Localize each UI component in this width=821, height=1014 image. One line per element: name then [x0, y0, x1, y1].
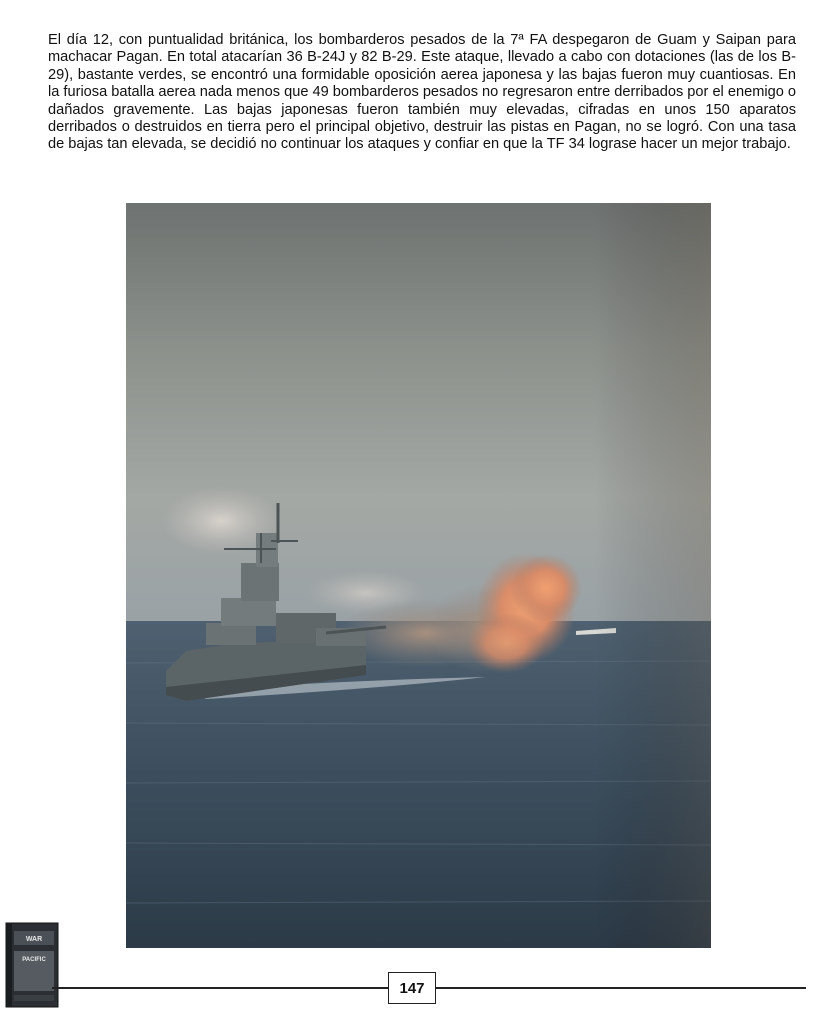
- page-number: 147: [388, 972, 436, 1004]
- book-cover-title-line-1: WAR: [25, 936, 43, 943]
- book-cover-thumbnail: [4, 921, 60, 1009]
- battleship-firing-photo: [126, 203, 711, 948]
- book-cover-title-line-2: PACIFIC: [22, 957, 46, 963]
- body-paragraph: El día 12, con puntualidad británica, los bombarderos pesados de la 7ª FA despegaron de Guam y Saipan para machacar Pagan. En total atacarían 36 B-24J y 82 B-29. Este ataque, llevado a cabo con dotaciones (las de los B-29), bastante verdes, se encontró una formidable oposición aerea japonesa y las bajas fueron muy cuantiosas. En la furiosa batalla aerea nada menos que 49 bombarderos pesados no regresaron entre derribados por el enemigo o dañados gravemente. Las bajas japonesas fueron también muy elevadas, cifradas en unos 150 aparatos derribados o destruidos en tierra pero el principal objetivo, destruir las pistas en Pagan, no se logró. Con una tasa de bajas tan elevada, se decidió no continuar los ataques y confiar en que la TF 34 lograse hacer un mejor trabajo.: [48, 32, 797, 153]
